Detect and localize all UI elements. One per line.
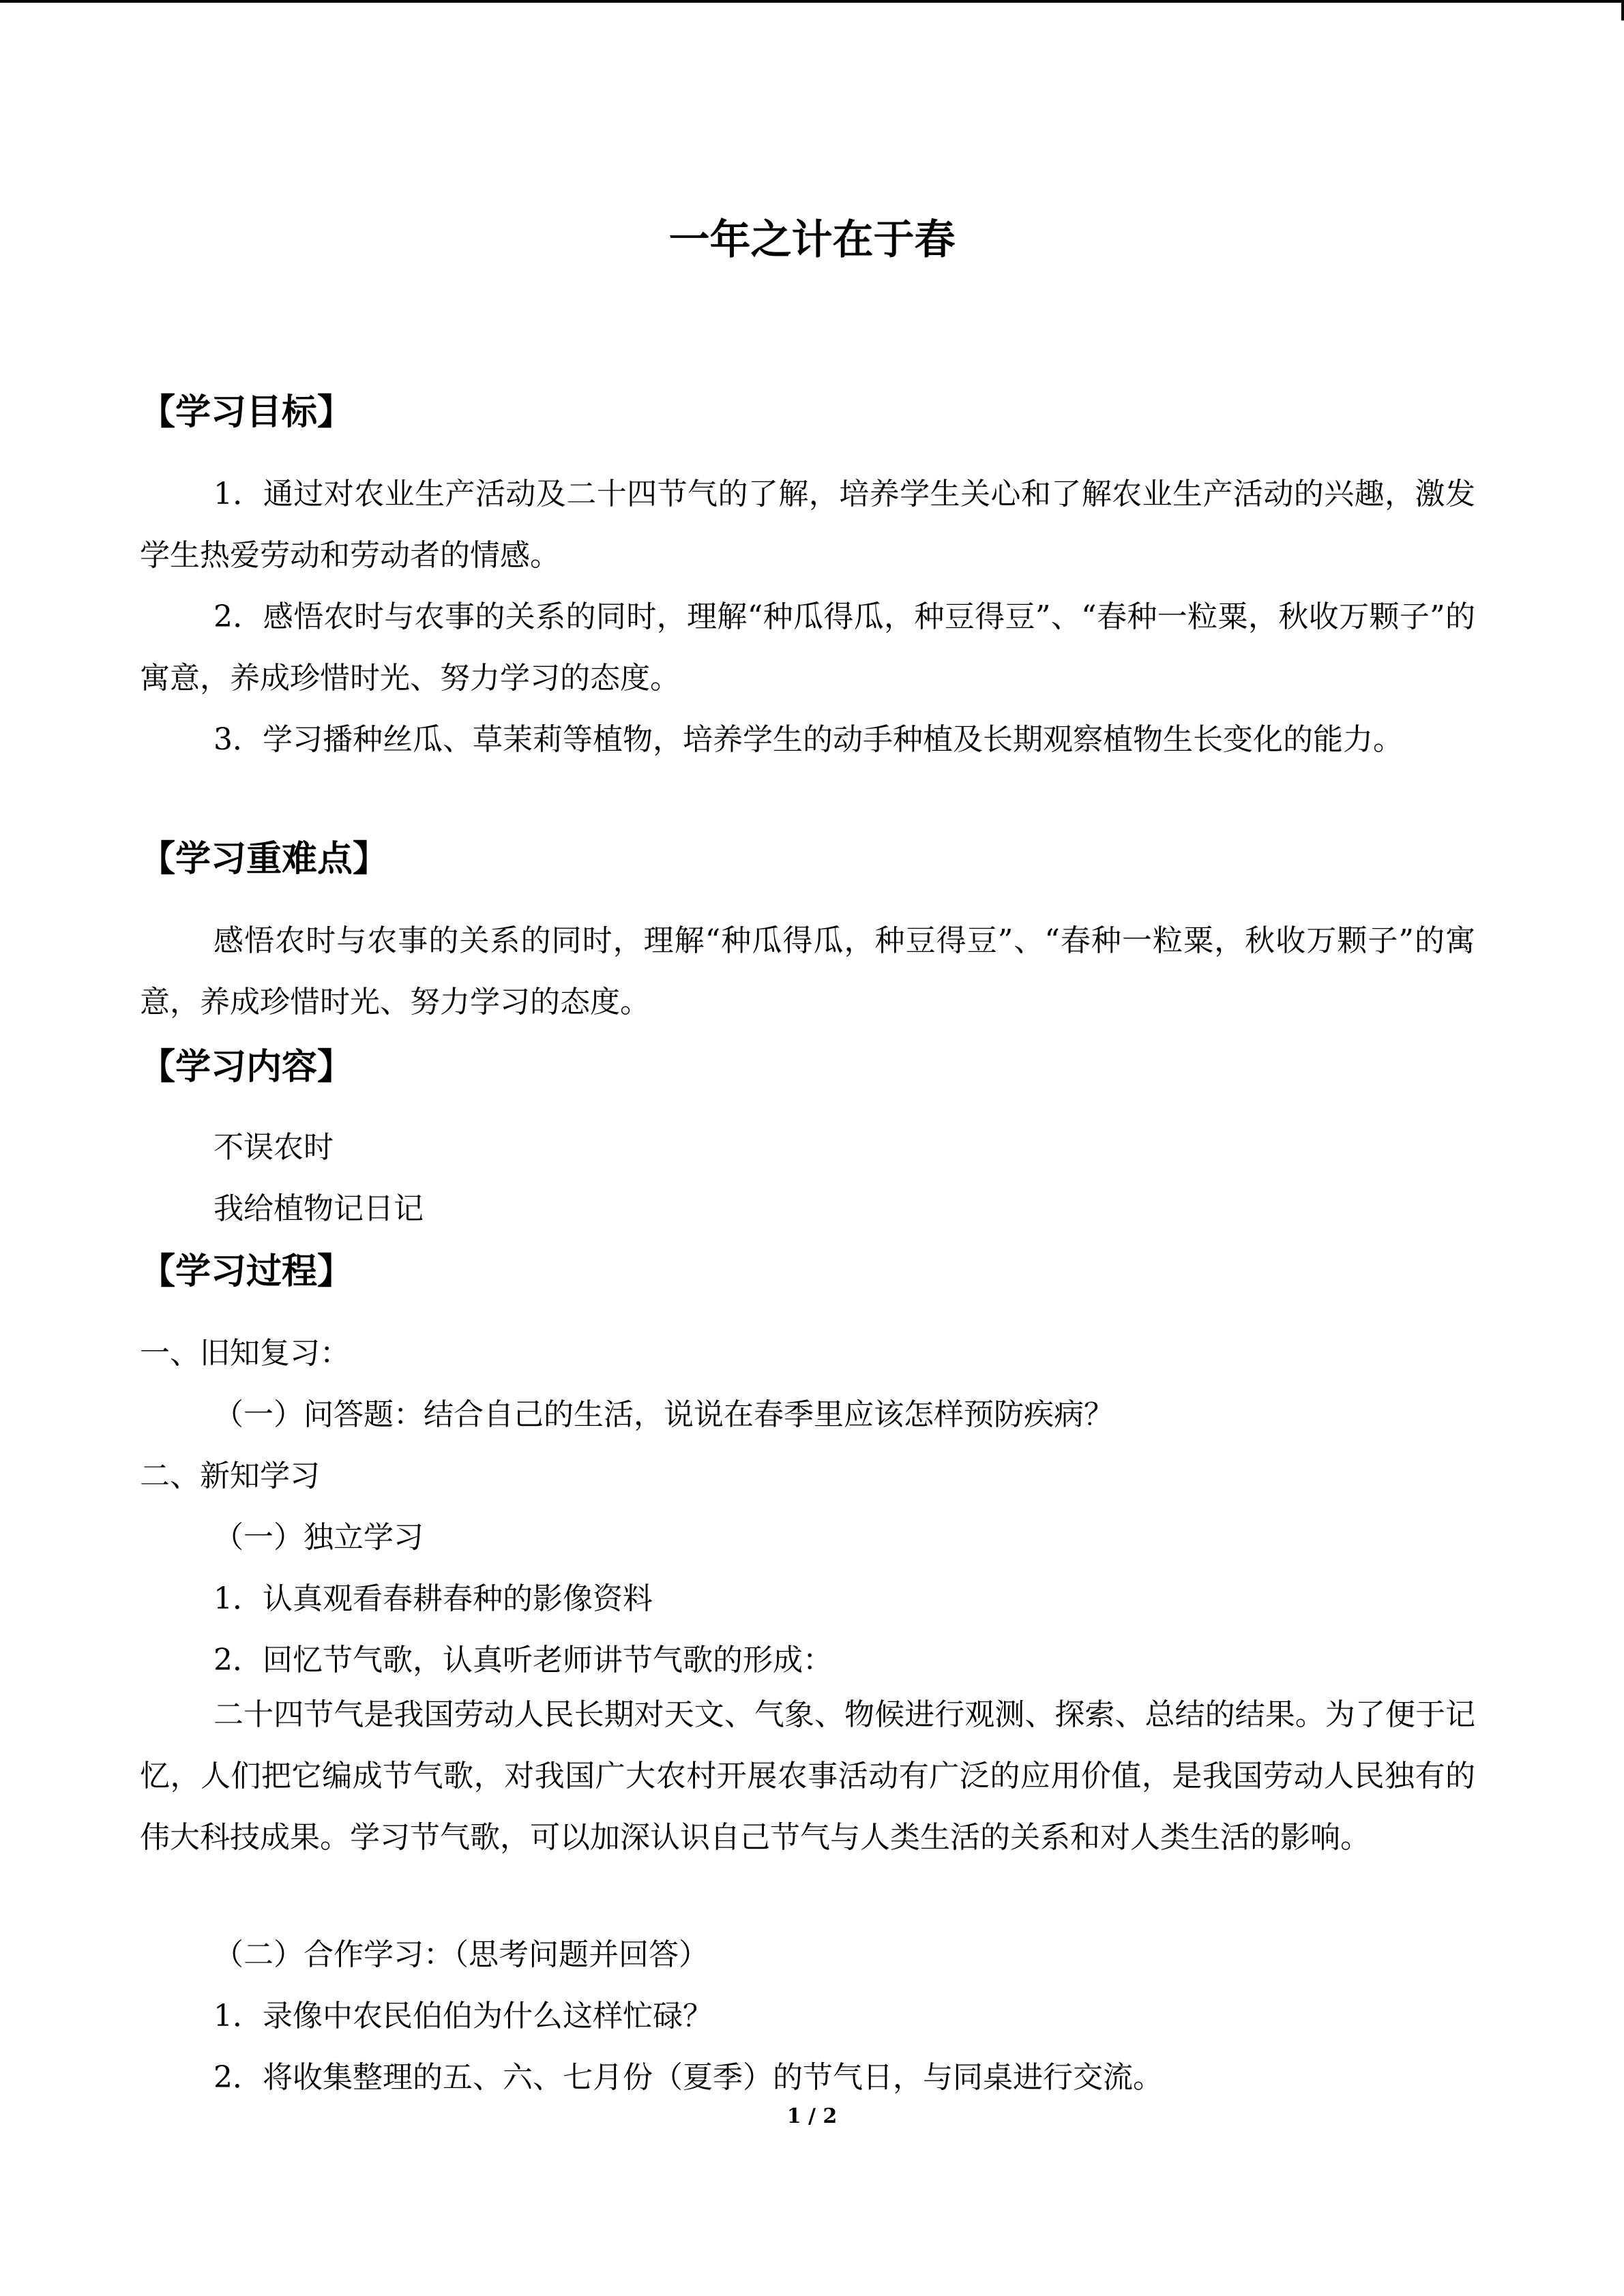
- independent-step-2: 2．回忆节气歌，认真听老师讲节气歌的形成：: [213, 1643, 833, 1678]
- cooperative-question-2: 2．将收集整理的五、六、七月份（夏季）的节气日，与同桌进行交流。: [213, 2060, 1163, 2095]
- new-knowledge-heading: 二、新知学习: [140, 1459, 320, 1493]
- key-points-text: 感悟农时与农事的关系的同时，理解“种瓜得瓜，种豆得豆”、“春种一粒粟，秋收万颗子”的寓意，养成珍惜时光、努力学习的态度。: [140, 923, 1475, 1019]
- top-border: [0, 0, 1624, 3]
- review-question: （一）问答题：结合自己的生活，说说在春季里应该怎样预防疾病？: [213, 1397, 1114, 1432]
- solar-terms-paragraph: 二十四节气是我国劳动人民长期对天文、气象、物候进行观测、探索、总结的结果。为了便于记忆，人们把它编成节气歌，对我国广大农村开展农事活动有广泛的应用价值，是我国劳动人民独有的伟大科技成果。学习节气歌，可以加深认识自己节气与人类生活的关系和对人类生活的影响。: [140, 1697, 1475, 1855]
- independent-study-heading: （一）独立学习: [213, 1520, 424, 1555]
- content-item-1: 不误农时: [213, 1130, 334, 1165]
- objective-item-1: 1．通过对农业生产活动及二十四节气的了解，培养学生关心和了解农业生产活动的兴趣，激发学生热爱劳动和劳动者的情感。: [140, 477, 1475, 573]
- objectives-heading: 【学习目标】: [140, 392, 353, 433]
- independent-step-1: 1．认真观看春耕春种的影像资料: [213, 1581, 653, 1616]
- right-border-mark: [1621, 0, 1624, 20]
- cooperative-study-heading: （二）合作学习：（思考问题并回答）: [213, 1937, 709, 1972]
- page-number: 1 / 2: [786, 2104, 838, 2128]
- document-title: 一年之计在于春: [668, 216, 956, 264]
- objective-item-2: 2．感悟农时与农事的关系的同时，理解“种瓜得瓜，种豆得豆”、“春种一粒粟，秋收万颗子”的寓意，养成珍惜时光、努力学习的态度。: [140, 599, 1475, 696]
- review-heading: 一、旧知复习：: [140, 1336, 350, 1371]
- objective-item-3: 3．学习播种丝瓜、草茉莉等植物，培养学生的动手种植及长期观察植物生长变化的能力。: [213, 722, 1403, 757]
- content-heading: 【学习内容】: [140, 1047, 353, 1088]
- process-heading: 【学习过程】: [140, 1251, 353, 1292]
- content-item-2: 我给植物记日记: [213, 1191, 424, 1226]
- key-points-heading: 【学习重难点】: [140, 839, 389, 880]
- cooperative-question-1: 1．录像中农民伯伯为什么这样忙碌？: [213, 1999, 713, 2033]
